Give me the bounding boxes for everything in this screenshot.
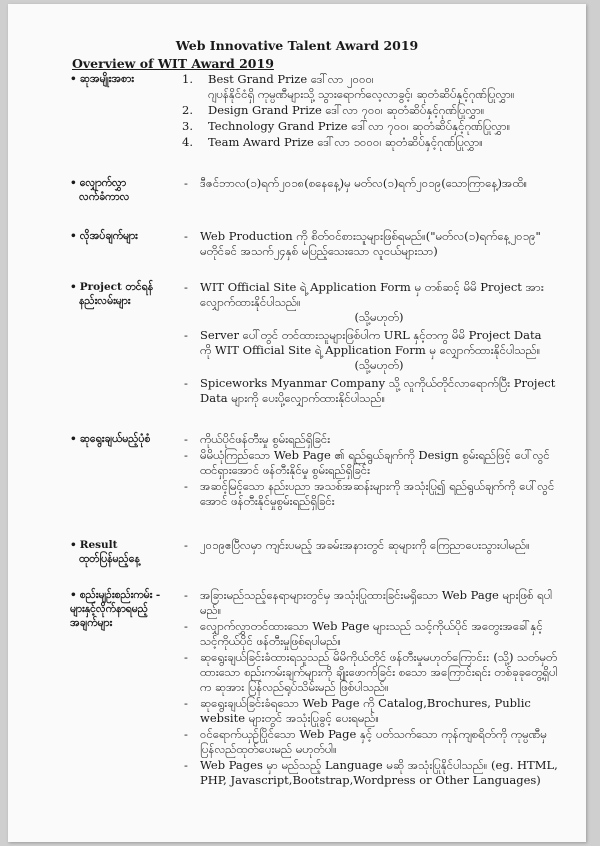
list-item: - Web Production ကို စိတ်ဝင်စားသူများဖြစ်ရမည်။("မတ်လ(၁)ရက်နေ့၂၀၁၉" မတိုင်ခင် အသက်၂၄နှစ် မပြည့်သေးသော လူငယ်များသာ)	[184, 229, 541, 258]
list-item: - Web Pages မှာ မည်သည့် Language မဆို အသုံးပြုနိုင်ပါသည်။ (eg. HTML, PHP, Javascript,Bootstrap,Wordpress or Other Languages)	[184, 758, 558, 787]
bullet-icon: •	[70, 589, 77, 601]
section-body	[180, 280, 558, 409]
section-body	[180, 176, 558, 194]
section-label: • လျှောက်လွှာ လက်ခံကာလ	[70, 177, 130, 203]
section-body	[180, 72, 558, 151]
list-item: - ဆုရွေးချယ်ခြင်းခံရသော Web Page ကို Catalog,Brochures, Public website များတွင် အသုံးပြုခွင့် ပေးရမည်။	[184, 696, 531, 725]
section-label: • လိုအပ်ချက်များ	[70, 230, 138, 242]
list-item: 2. Design Grand Prize ဒေါ်လာ ၇၀၀၊ ဆုတံဆိပ်နှင့်ဂုဏ်ပြုလွှာ။	[182, 103, 485, 117]
section-body	[180, 229, 558, 262]
document-title: Web Innovative Talent Award 2019	[175, 38, 419, 53]
section-label: • စည်းမျဉ်းစည်းကမ်း - များနှင့်လိုက်နာရမည့် အချက်များ	[70, 589, 161, 629]
list-item: - Server ပေါ်တွင် တင်ထားသူများဖြစ်ပါက URL နှင့်တကွ မိမိ Project Data ကို WIT Official Site ရဲ့ Application Form မှ လျှောက်ထားနိုင်ပါသည်။ (သို့မဟုတ်)	[184, 328, 542, 372]
list-item: - မိမိယုံကြည်သော Web Page ၏ ရည်ရွယ်ချက်ကို Design စွမ်းရည်ဖြင့် ပေါ်လွင် ထင်ရှားအောင် ဖန်တီးနိုင်မှု စွမ်းရည်ရှိခြင်း	[184, 448, 550, 477]
section-body	[180, 432, 558, 510]
bullet-icon: •	[70, 433, 77, 445]
bullet-icon: •	[70, 177, 77, 189]
list-item: - ဝင်ရောက်ယှဉ်ပြိုင်သော Web Page နှင့် ပတ်သက်သော ကုန်ကျစရိတ်ကို ကုမ္ပဏီမှ ပြန်လည်ထုတ်ပေးမည် မဟုတ်ပါ။	[184, 727, 547, 756]
bullet-icon: •	[70, 230, 77, 242]
list-item: - WIT Official Site ရဲ့ Application Form မှ တစ်ဆင့် မိမိ Project အား လျှောက်ထားနိုင်ပါသည်။ (သို့မဟုတ်)	[184, 280, 544, 324]
bullet-icon: •	[70, 539, 77, 551]
list-item: - လျှောက်လွှာတင်ထားသော Web Page များသည် သင့်ကိုယ်ပိုင် အတွေးအခေါ်နှင့် သင့်ကိုယ်ပိုင် ဖန်တီးမှုဖြစ်ရပါမည်။	[184, 619, 543, 648]
list-item: 3. Technology Grand Prize ဒေါ်လာ ၇၀၀၊ ဆုတံဆိပ်နှင့်ဂုဏ်ပြုလွှာ။	[182, 119, 511, 133]
list-item: 4. Team Award Prize ဒေါ်လာ ၁၀၀၀၊ ဆုတံဆိပ်နှင့်ဂုဏ်ပြုလွှာ။	[182, 135, 483, 149]
list-item: - ကိုယ်ပိုင်ဖန်တီးမှု စွမ်းရည်ရှိခြင်း	[184, 432, 331, 446]
section-label: • ဆုအမျိုးအစား	[70, 73, 134, 85]
section-label: • ဆုရွေးချယ်မည့်ပုံစံ	[70, 433, 151, 445]
list-item: - ဒီဇင်ဘာလ(၁)ရက်၂၀၁၈(စနေနေ့)မှ မတ်လ(၁)ရက်၂၀၁၉(သောကြာနေ့)အထိ။	[184, 176, 528, 190]
list-item: - Spiceworks Myanmar Company သို့ လူကိုယ်တိုင်လာရောက်ပြီး Project Data များကို ပေးပို့လျှောက်ထားနိုင်ပါသည်။	[184, 376, 556, 405]
list-item: - အခြားမည်သည့်နေရာများတွင်မှ အသုံးပြုထားခြင်းမရှိသော Web Page များဖြစ် ရပါမည်။	[184, 588, 553, 617]
section-label: • Project တင်ရန် နည်းလမ်းများ	[70, 281, 154, 307]
document-page	[8, 4, 586, 842]
list-item: - ၂၀၁၉ဧပြီလမှာ ကျင်းပမည့် အခမ်းအနားတွင် ဆုများကို ကြေညာပေးသွားပါမည်။	[184, 538, 530, 552]
bullet-icon: •	[70, 73, 77, 85]
section-label: • Result ထုတ်ပြန်မည့်နေ့	[70, 539, 140, 565]
overview-heading: Overview of WIT Award 2019	[72, 56, 274, 71]
list-item: - ဆုရွေးချယ်ခြင်းခံထားရသူသည် မိမိကိုယ်တိုင် ဖန်တီးမှုမဟုတ်ကြောင်း: (သို့) သတ်မှတ်ထားသော စည်းကမ်းချက်များကို ချိုးဖောက်ခြင်း စသော အကြောင်းရင်း တစ်ခုခုတွေ့ရှိပါက ဆုအား ပြန်လည်ရုပ်သိမ်းမည် ဖြစ်ပါသည်။	[184, 650, 558, 694]
list-item: - အဆင့်မြင့်သော နည်းပညာ အသစ်အဆန်းများကို အသုံးပြု၍ ရည်ရွယ်ချက်ကို ပေါ်လွင်အောင် ဖန်တီးနိုင်မှုစွမ်းရည်ရှိခြင်း	[184, 479, 555, 508]
list-item: 1. Best Grand Prize ဒေါ်လာ ၂၀၀၀၊ ဂျပန်နိုင်ငံရှိ ကုမ္ပဏီများသို့ သွားရောက်လေ့လာခွင့်၊ ဆုတံဆိပ်နှင့်ဂုဏ်ပြုလွှာ။	[182, 72, 515, 101]
bullet-icon: •	[70, 281, 77, 293]
section-body	[180, 588, 558, 789]
section-body	[180, 538, 558, 556]
